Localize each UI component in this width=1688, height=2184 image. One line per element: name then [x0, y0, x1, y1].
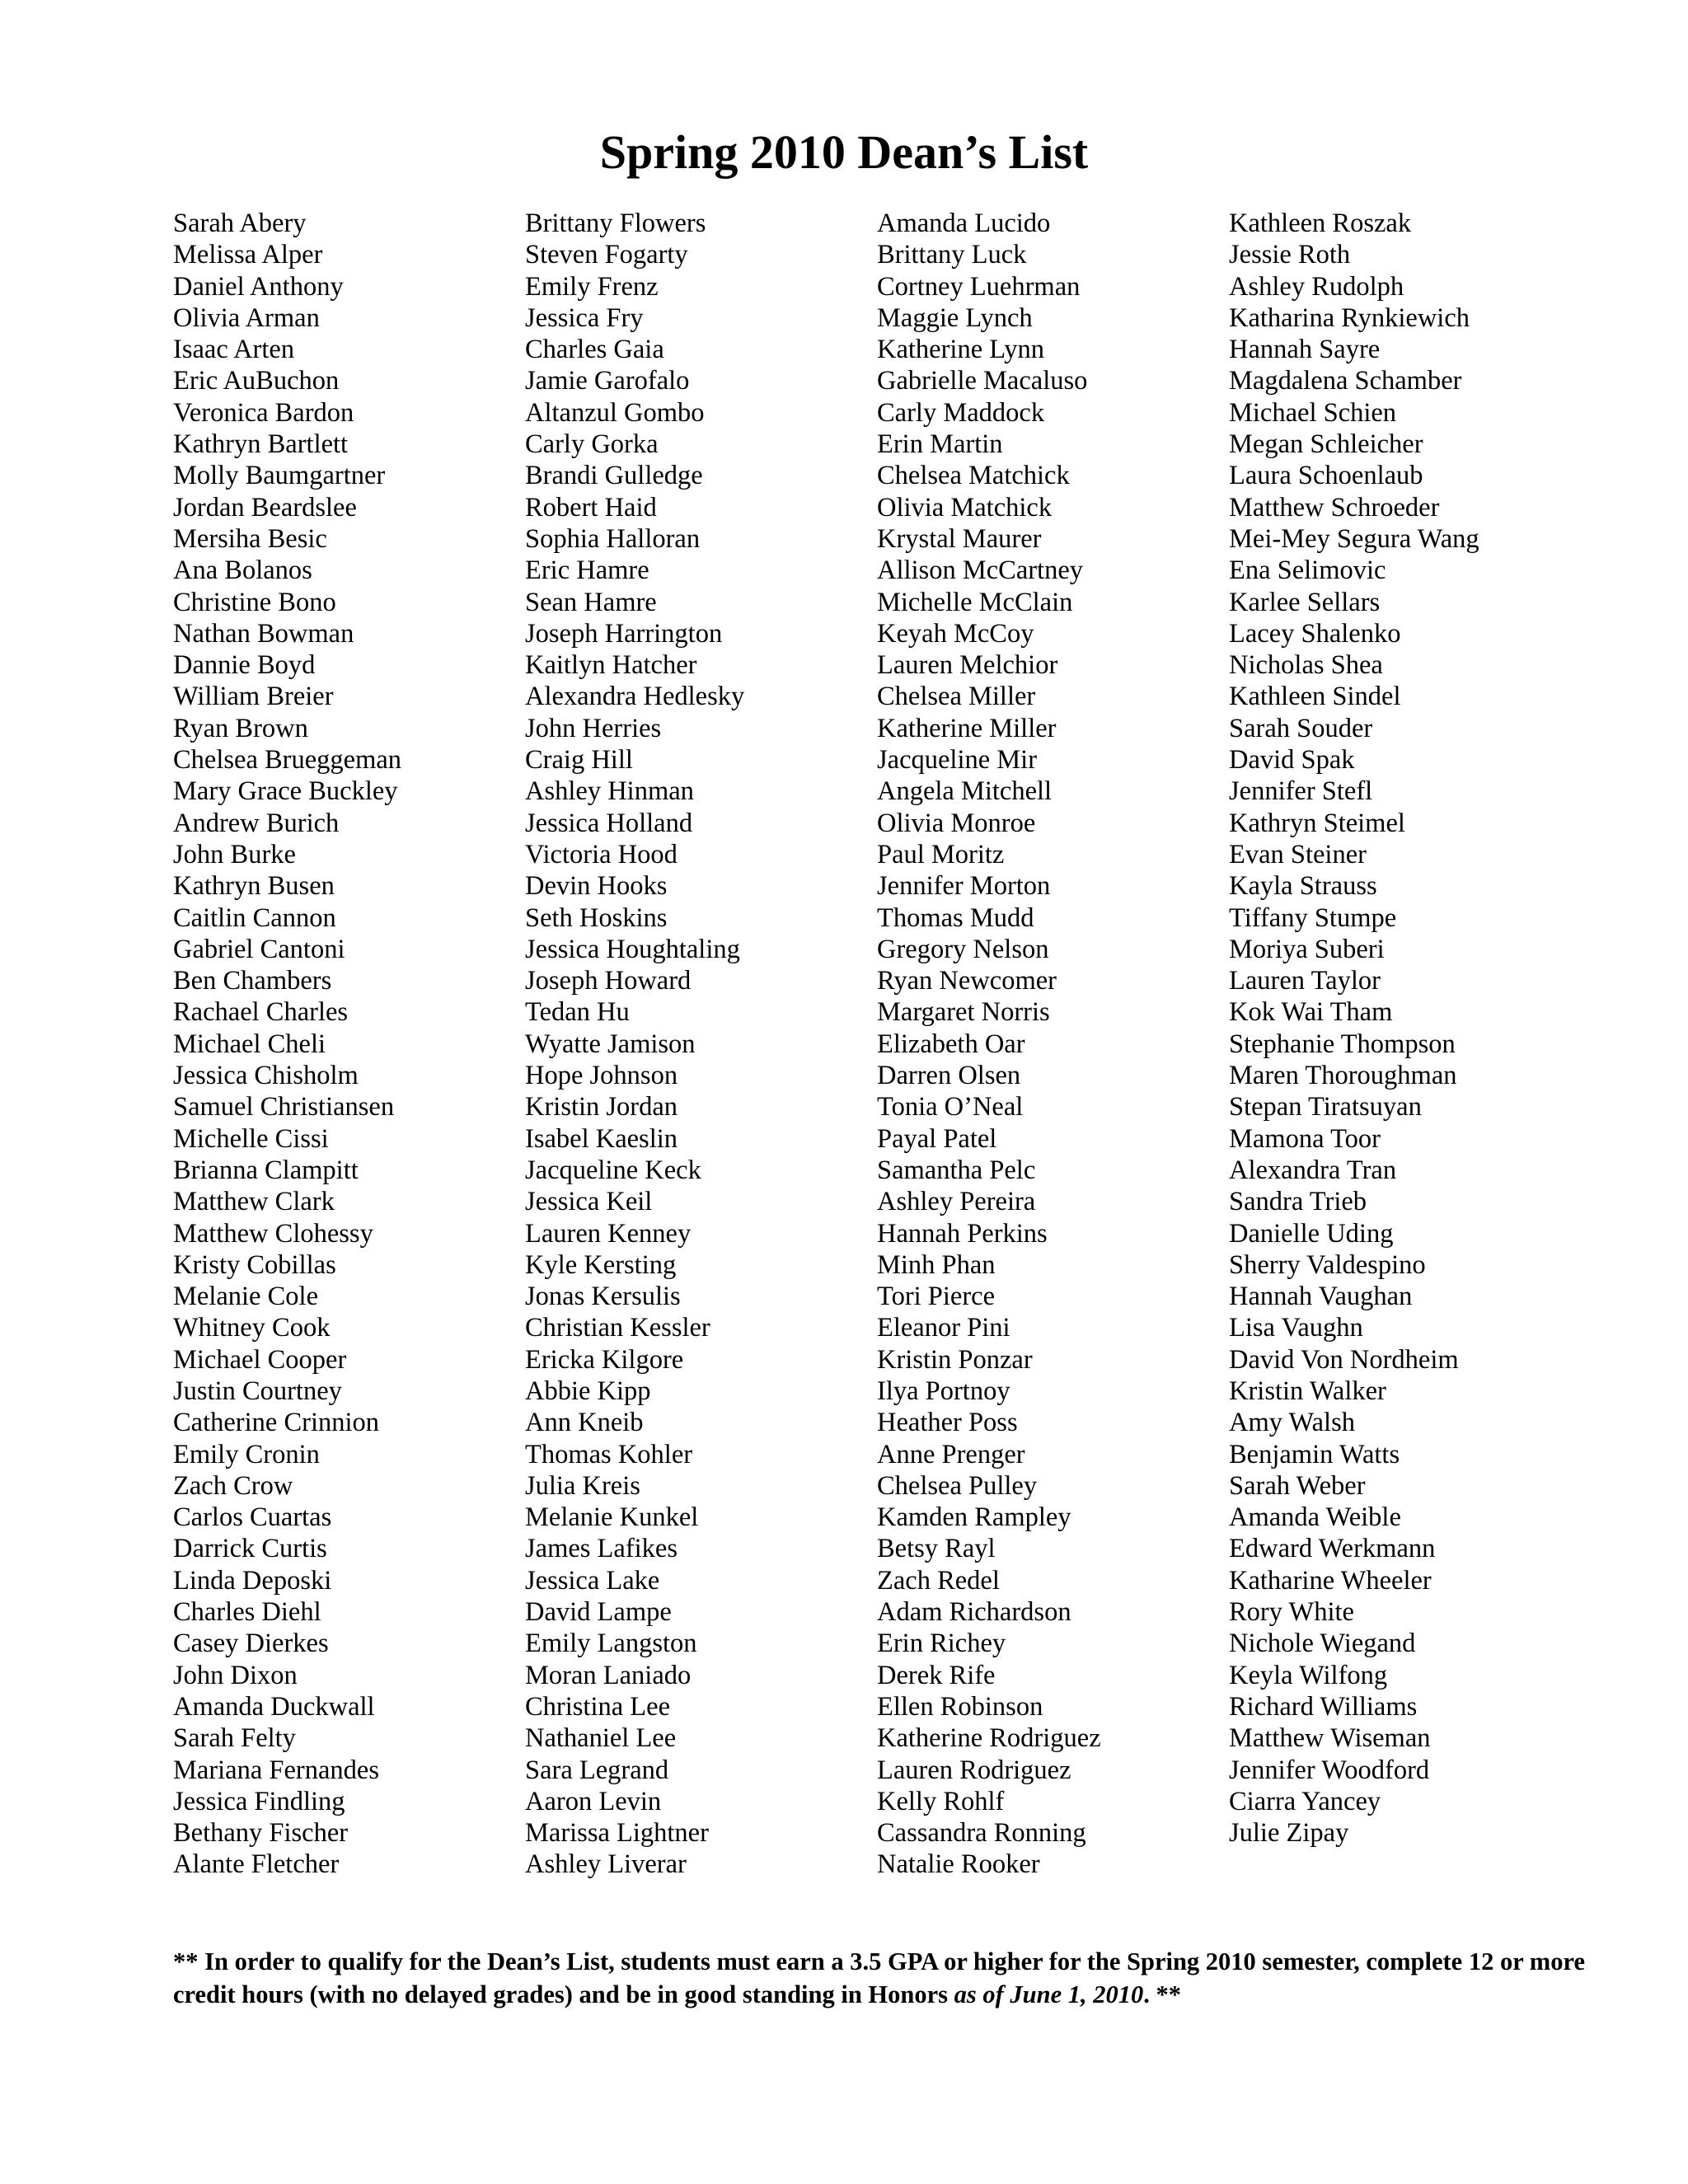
student-name: Charles Diehl — [173, 1597, 321, 1628]
student-name: David Spak — [1229, 745, 1355, 776]
student-name: Ena Selimovic — [1229, 555, 1386, 586]
student-name: Kayla Strauss — [1229, 871, 1377, 902]
student-name: Krystal Maurer — [877, 523, 1042, 554]
student-name: Moriya Suberi — [1229, 934, 1385, 964]
student-name: Katharine Wheeler — [1229, 1565, 1432, 1596]
student-name: Kathryn Steimel — [1229, 808, 1405, 838]
student-name: Heather Poss — [877, 1408, 1018, 1438]
student-name: Stepan Tiratsuyan — [1229, 1092, 1422, 1122]
student-name: Mamona Toor — [1229, 1123, 1381, 1154]
student-name: Emily Cronin — [173, 1439, 320, 1469]
student-name: Jamie Garofalo — [525, 366, 690, 396]
student-name: Nichole Wiegand — [1229, 1629, 1416, 1659]
student-name: Kristy Cobillas — [173, 1249, 336, 1280]
student-name: Chelsea Brueggeman — [173, 745, 402, 776]
student-name: Cassandra Ronning — [877, 1818, 1086, 1849]
student-name: Karlee Sellars — [1229, 587, 1381, 617]
student-name: Ellen Robinson — [877, 1691, 1043, 1722]
student-name: Lauren Kenney — [525, 1218, 692, 1249]
student-name: Veronica Bardon — [173, 397, 354, 428]
student-name: Ericka Kilgore — [525, 1344, 684, 1375]
student-name: Marissa Lightner — [525, 1818, 709, 1849]
student-name: Kathryn Busen — [173, 871, 335, 902]
student-name: Gregory Nelson — [877, 934, 1049, 964]
student-name: John Burke — [173, 839, 296, 869]
student-name: Keyla Wilfong — [1229, 1660, 1388, 1690]
student-name: Matthew Schroeder — [1229, 492, 1440, 523]
student-name: Jacqueline Keck — [525, 1155, 701, 1185]
student-name: Linda Deposki — [173, 1565, 332, 1596]
student-name: Victoria Hood — [525, 839, 678, 869]
student-name: Richard Williams — [1229, 1691, 1418, 1722]
student-name: Joseph Howard — [525, 966, 692, 996]
student-name: Hannah Sayre — [1229, 335, 1381, 365]
student-name: Alexandra Hedlesky — [525, 682, 745, 712]
student-name: Julie Zipay — [1229, 1818, 1349, 1849]
student-name: Kamden Rampley — [877, 1502, 1071, 1533]
student-name: Sara Legrand — [525, 1755, 669, 1785]
student-name: Jennifer Morton — [877, 871, 1051, 902]
student-name: Brandi Gulledge — [525, 461, 703, 491]
student-name: Elizabeth Oar — [877, 1029, 1025, 1059]
student-name: Danielle Uding — [1229, 1218, 1394, 1249]
student-name: Jordan Beardslee — [173, 492, 357, 523]
student-name: Erin Martin — [877, 429, 1003, 460]
student-name: Paul Moritz — [877, 839, 1005, 869]
student-name: Amanda Weible — [1229, 1502, 1401, 1533]
footnote-end-text: . ** — [1143, 1980, 1182, 2008]
student-name: Ashley Liverar — [525, 1849, 687, 1880]
student-name: John Dixon — [173, 1660, 298, 1690]
student-name: Anne Prenger — [877, 1439, 1025, 1469]
student-name: Seth Hoskins — [525, 902, 668, 933]
student-name: Matthew Clark — [173, 1187, 335, 1217]
student-name: Tedan Hu — [525, 997, 630, 1028]
student-name: Ashley Pereira — [877, 1187, 1036, 1217]
student-name: Jennifer Woodford — [1229, 1755, 1430, 1785]
student-name: Isaac Arten — [173, 335, 295, 365]
student-name: Sandra Trieb — [1229, 1187, 1367, 1217]
student-name: Betsy Rayl — [877, 1534, 996, 1564]
student-name: Kristin Ponzar — [877, 1344, 1033, 1375]
student-name: Cortney Luehrman — [877, 271, 1081, 302]
student-name: Emily Langston — [525, 1629, 697, 1659]
student-name: Carly Maddock — [877, 397, 1045, 428]
name-column-2 — [525, 208, 744, 1881]
student-name: Abbie Kipp — [525, 1376, 651, 1406]
student-name: Tori Pierce — [877, 1282, 996, 1312]
student-name: Andrew Burich — [173, 808, 340, 838]
student-name: Sophia Halloran — [525, 523, 701, 554]
student-name: Jessica Holland — [525, 808, 693, 838]
eligibility-footnote — [173, 1945, 1591, 2011]
student-name: Kelly Rohlf — [877, 1786, 1005, 1816]
student-name: Whitney Cook — [173, 1313, 331, 1343]
student-name: Nathaniel Lee — [525, 1723, 677, 1754]
student-name: Benjamin Watts — [1229, 1439, 1400, 1469]
student-name: Sarah Souder — [1229, 713, 1373, 743]
student-name: Darren Olsen — [877, 1061, 1021, 1091]
student-name: Bethany Fischer — [173, 1818, 349, 1849]
student-name: Minh Phan — [877, 1249, 996, 1280]
student-name: Ben Chambers — [173, 966, 332, 996]
student-name: Emily Frenz — [525, 271, 659, 302]
student-name: Chelsea Matchick — [877, 461, 1070, 491]
student-name: Darrick Curtis — [173, 1534, 327, 1564]
student-name: Kok Wai Tham — [1229, 997, 1393, 1028]
student-name: Brittany Flowers — [525, 209, 706, 238]
student-name: Kristin Jordan — [525, 1092, 678, 1122]
student-name: Jacqueline Mir — [877, 745, 1038, 776]
student-name: Dannie Boyd — [173, 650, 316, 681]
student-name: Brittany Luck — [877, 240, 1027, 270]
student-name: Brianna Clampitt — [173, 1155, 359, 1185]
student-name: Ann Kneib — [525, 1408, 644, 1438]
student-name: Amanda Lucido — [877, 209, 1051, 238]
student-name: Kristin Walker — [1229, 1376, 1386, 1406]
name-columns — [173, 208, 1574, 1897]
student-name: Mary Grace Buckley — [173, 776, 398, 807]
student-name: Eleanor Pini — [877, 1313, 1010, 1343]
student-name: Nathan Bowman — [173, 618, 354, 649]
student-name: Margaret Norris — [877, 997, 1050, 1028]
student-name: Jessica Findling — [173, 1786, 345, 1816]
student-name: Lisa Vaughn — [1229, 1313, 1363, 1343]
student-name: Amy Walsh — [1229, 1408, 1355, 1438]
student-name: Maggie Lynch — [877, 302, 1033, 333]
student-name: David Von Nordheim — [1229, 1344, 1459, 1375]
student-name: Molly Baumgartner — [173, 461, 386, 491]
student-name: Katherine Miller — [877, 713, 1057, 743]
student-name: Christian Kessler — [525, 1313, 710, 1343]
student-name: Keyah McCoy — [877, 618, 1034, 649]
student-name: Melanie Cole — [173, 1282, 318, 1312]
student-name: James Lafikes — [525, 1534, 678, 1564]
student-name: Adam Richardson — [877, 1597, 1071, 1628]
student-name: Mariana Fernandes — [173, 1755, 379, 1785]
student-name: Michelle McClain — [877, 587, 1073, 617]
name-column-4 — [1229, 208, 1479, 1849]
student-name: Ryan Brown — [173, 713, 308, 743]
student-name: Allison McCartney — [877, 555, 1084, 586]
student-name: Nicholas Shea — [1229, 650, 1383, 681]
student-name: Tiffany Stumpe — [1229, 902, 1397, 933]
name-column-3 — [877, 208, 1101, 1881]
student-name: Kathleen Roszak — [1229, 209, 1412, 238]
student-name: Michael Schien — [1229, 397, 1397, 428]
student-name: Stephanie Thompson — [1229, 1029, 1456, 1059]
student-name: Robert Haid — [525, 492, 657, 523]
footnote-main-text: ** In order to qualify for the Dean’s List, students must earn a 3.5 GPA or higher for the Spring 2010 semester, complete 12 or more credit hours (with no delayed grades) and be in good standing in Honors — [173, 1947, 1585, 2008]
student-name: Samuel Christiansen — [173, 1092, 395, 1122]
student-name: Casey Dierkes — [173, 1629, 329, 1659]
student-name: Catherine Crinnion — [173, 1408, 380, 1438]
student-name: Zach Redel — [877, 1565, 1000, 1596]
name-column-1 — [173, 208, 401, 1881]
student-name: Mei-Mey Segura Wang — [1229, 523, 1479, 554]
student-name: Sarah Felty — [173, 1723, 296, 1754]
student-name: Chelsea Pulley — [877, 1470, 1038, 1501]
footnote-emphasis-date: as of June 1, 2010 — [954, 1980, 1144, 2008]
student-name: Katherine Lynn — [877, 335, 1045, 365]
student-name: Maren Thoroughman — [1229, 1061, 1457, 1091]
student-name: Thomas Kohler — [525, 1439, 693, 1469]
student-name: Sean Hamre — [525, 587, 657, 617]
student-name: Derek Rife — [877, 1660, 996, 1690]
student-name: Thomas Mudd — [877, 902, 1034, 933]
student-name: Ilya Portnoy — [877, 1376, 1010, 1406]
student-name: Isabel Kaeslin — [525, 1123, 678, 1154]
student-name: Aaron Levin — [525, 1786, 662, 1816]
student-name: Charles Gaia — [525, 335, 664, 365]
student-name: Ashley Rudolph — [1229, 271, 1404, 302]
student-name: Sarah Weber — [1229, 1470, 1366, 1501]
student-name: Gabrielle Macaluso — [877, 366, 1088, 396]
student-name: Justin Courtney — [173, 1376, 342, 1406]
student-name: Magdalena Schamber — [1229, 366, 1462, 396]
student-name: Craig Hill — [525, 745, 633, 776]
student-name: Mersiha Besic — [173, 523, 327, 554]
student-name: Chelsea Miller — [877, 682, 1036, 712]
student-name: Jonas Kersulis — [525, 1282, 681, 1312]
student-name: Lauren Taylor — [1229, 966, 1381, 996]
student-name: Samantha Pelc — [877, 1155, 1036, 1185]
student-name: Zach Crow — [173, 1470, 293, 1501]
student-name: Jessica Lake — [525, 1565, 660, 1596]
student-name: Melanie Kunkel — [525, 1502, 699, 1533]
student-name: Payal Patel — [877, 1123, 997, 1154]
student-name: Katharina Rynkiewich — [1229, 302, 1470, 333]
student-name: Melissa Alper — [173, 240, 323, 270]
student-name: Kathleen Sindel — [1229, 682, 1401, 712]
student-name: Joseph Harrington — [525, 618, 723, 649]
student-name: Devin Hooks — [525, 871, 668, 902]
student-name: Sherry Valdespino — [1229, 1249, 1426, 1280]
student-name: John Herries — [525, 713, 662, 743]
student-name: Hope Johnson — [525, 1061, 678, 1091]
student-name: Christina Lee — [525, 1691, 670, 1722]
student-name: Kathryn Bartlett — [173, 429, 349, 460]
student-name: Erin Richey — [877, 1629, 1006, 1659]
student-name: Jessica Houghtaling — [525, 934, 740, 964]
student-name: Jessica Chisholm — [173, 1061, 359, 1091]
student-name: Eric Hamre — [525, 555, 649, 586]
student-name: Edward Werkmann — [1229, 1534, 1436, 1564]
page-title: Spring 2010 Dean’s List — [599, 125, 1089, 179]
student-name: Eric AuBuchon — [173, 366, 340, 396]
student-name: Jessica Keil — [525, 1187, 653, 1217]
student-name: Olivia Matchick — [877, 492, 1053, 523]
student-name: Lauren Rodriguez — [877, 1755, 1071, 1785]
student-name: Matthew Wiseman — [1229, 1723, 1431, 1754]
student-name: Matthew Clohessy — [173, 1218, 373, 1249]
student-name: Sarah Abery — [173, 209, 307, 238]
student-name: Caitlin Cannon — [173, 902, 336, 933]
student-name: Altanzul Gombo — [525, 397, 705, 428]
student-name: David Lampe — [525, 1597, 672, 1628]
student-name: Moran Laniado — [525, 1660, 692, 1690]
student-name: Kaitlyn Hatcher — [525, 650, 697, 681]
student-name: Daniel Anthony — [173, 271, 344, 302]
student-name: Carly Gorka — [525, 429, 659, 460]
student-name: Megan Schleicher — [1229, 429, 1423, 460]
student-name: Michael Cheli — [173, 1029, 326, 1059]
student-name: Kyle Kersting — [525, 1249, 677, 1280]
student-name: Amanda Duckwall — [173, 1691, 375, 1722]
student-name: Hannah Perkins — [877, 1218, 1048, 1249]
student-name: Gabriel Cantoni — [173, 934, 345, 964]
student-name: Jennifer Stefl — [1229, 776, 1373, 807]
student-name: Ana Bolanos — [173, 555, 312, 586]
student-name: Ciarra Yancey — [1229, 1786, 1381, 1816]
student-name: Michael Cooper — [173, 1344, 347, 1375]
student-name: Wyatte Jamison — [525, 1029, 696, 1059]
student-name: Jessie Roth — [1229, 240, 1351, 270]
student-name: Evan Steiner — [1229, 839, 1367, 869]
student-name: Rory White — [1229, 1597, 1354, 1628]
student-name: Alante Fletcher — [173, 1849, 340, 1880]
student-name: Ashley Hinman — [525, 776, 694, 807]
student-name: Julia Kreis — [525, 1470, 640, 1501]
student-name: Natalie Rooker — [877, 1849, 1040, 1880]
student-name: Katherine Rodriguez — [877, 1723, 1101, 1754]
student-name: Carlos Cuartas — [173, 1502, 332, 1533]
student-name: Alexandra Tran — [1229, 1155, 1397, 1185]
student-name: Rachael Charles — [173, 997, 349, 1028]
student-name: Jessica Fry — [525, 302, 644, 333]
student-name: Hannah Vaughan — [1229, 1282, 1413, 1312]
student-name: Angela Mitchell — [877, 776, 1053, 807]
student-name: William Breier — [173, 682, 334, 712]
student-name: Olivia Arman — [173, 302, 320, 333]
student-name: Tonia O’Neal — [877, 1092, 1024, 1122]
student-name: Michelle Cissi — [173, 1123, 329, 1154]
student-name: Christine Bono — [173, 587, 336, 617]
student-name: Olivia Monroe — [877, 808, 1036, 838]
student-name: Lauren Melchior — [877, 650, 1058, 681]
student-name: Steven Fogarty — [525, 240, 688, 270]
student-name: Ryan Newcomer — [877, 966, 1057, 996]
student-name: Laura Schoenlaub — [1229, 461, 1423, 491]
student-name: Lacey Shalenko — [1229, 618, 1401, 649]
